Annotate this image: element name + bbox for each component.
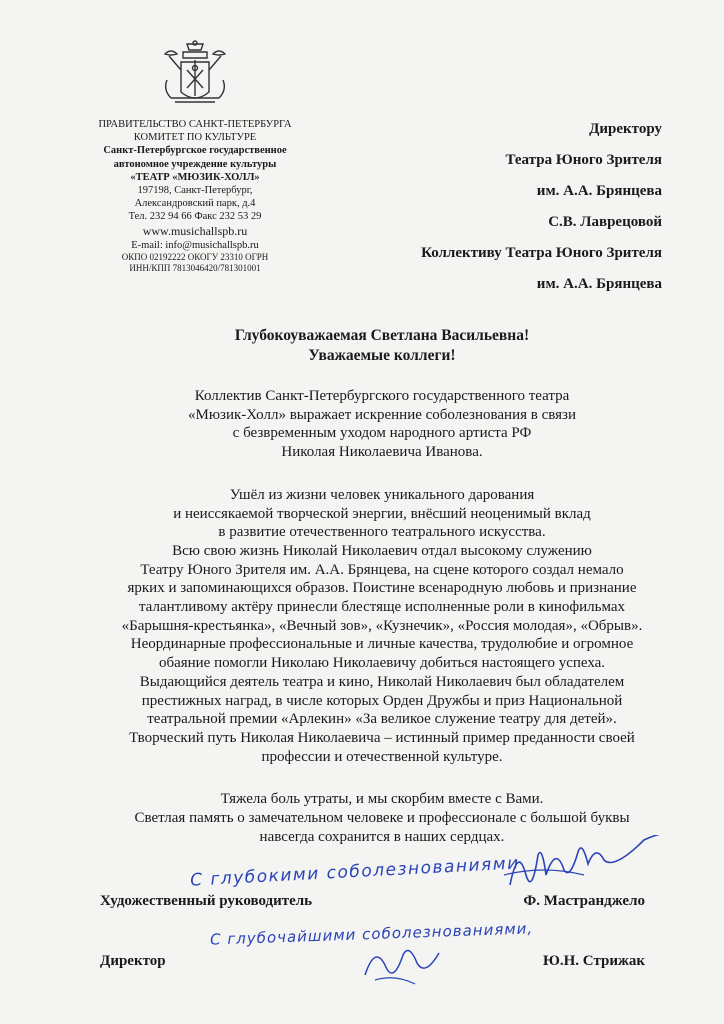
body-line: в развитие отечественного театрального искусства.: [218, 524, 546, 541]
body-line: навсегда сохранится в наших сердцах.: [259, 828, 505, 845]
letterhead-postal: 197198, Санкт-Петербург,: [137, 185, 253, 197]
body-line: Ушёл из жизни человек уникального дарования: [229, 486, 535, 503]
addressee-line: им. А.А. Брянцева: [536, 276, 662, 292]
letterhead-committee: КОМИТЕТ ПО КУЛЬТУРЕ: [133, 132, 257, 144]
coat-of-arms-icon: [157, 40, 233, 116]
body-line: Светлая память о замечательном человеке и профессионале с большой буквы: [134, 810, 630, 827]
signatory-title: Художественный руководитель: [100, 893, 313, 909]
paragraph-condolence: [60, 387, 704, 462]
addressee-line: С.В. Лаврецовой: [548, 214, 662, 230]
addressee-line: им. А.А. Брянцева: [536, 183, 662, 199]
addressee-block: [322, 114, 662, 300]
letterhead-website: www.musichallspb.ru: [142, 223, 248, 238]
body-line: «Барышня-крестьянка», «Вечный зов», «Кузнечик», «Россия молодая», «Обрыв».: [121, 617, 643, 634]
salutation-line: Уважаемые коллеги!: [308, 347, 456, 364]
body-line: престижных наград, в числе которых Орден Дружбы и приз Национальной: [141, 692, 623, 709]
body-line: Всю свою жизнь Николай Николаевич отдал высокому служению: [172, 542, 592, 559]
letterhead-codes1: ОКПО 02192222 ОКОГУ 23310 ОГРН: [121, 251, 269, 262]
signatory-name: Ф. Мастранджело: [523, 893, 645, 909]
signatory-title: Директор: [100, 953, 166, 969]
body-line: обаяние помогли Николаю Николаевичу добиться настоящего успеха.: [158, 655, 606, 672]
letterhead-address: Александровский парк, д.4: [134, 198, 256, 210]
letterhead: [60, 118, 330, 274]
handwritten-note-artistic-director: С глубокими соболезнованиями: [189, 853, 521, 891]
letterhead-theatre-name: «ТЕАТР «МЮЗИК-ХОЛЛ»: [130, 171, 260, 183]
paragraph-tribute: [60, 486, 704, 767]
body-line: Неординарные профессиональные и личные качества, трудолюбие и огромное: [130, 636, 634, 653]
addressee-line: Директору: [589, 121, 662, 137]
letterhead-codes2: ИНН/КПП 7813046420/781301001: [129, 262, 261, 273]
salutation: [0, 326, 724, 366]
letterhead-phone: Тел. 232 94 66 Факс 232 53 29: [128, 211, 262, 223]
body-line: Театру Юного Зрителя им. А.А. Брянцева, на сцене которого создал немало: [140, 561, 624, 578]
body-line: Коллектив Санкт-Петербургского государственного театра: [194, 388, 570, 404]
body-line: профессии и отечественной культуре.: [261, 748, 503, 765]
signature-row-artistic-director: [100, 893, 645, 910]
body-line: Выдающийся деятель театра и кино, Николай Николаевич был обладателем: [139, 673, 625, 690]
salutation-line: Глубокоуважаемая Светлана Васильевна!: [234, 327, 530, 344]
signatory-name: Ю.Н. Стрижак: [543, 953, 645, 969]
signature-row-director: [100, 953, 645, 970]
handwritten-note-director: С глубочайшими соболезнованиями,: [209, 919, 534, 949]
letterhead-org-line1: Санкт-Петербургское государственное: [103, 145, 287, 157]
letter-body: [60, 387, 704, 846]
addressee-line: Коллективу Театра Юного Зрителя: [421, 245, 662, 261]
letterhead-org-line2: автономное учреждение культуры: [113, 158, 277, 170]
body-line: Николая Николаевича Иванова.: [281, 444, 483, 461]
body-line: «Мюзик-Холл» выражает искренние соболезнования в связи: [188, 406, 576, 423]
letterhead-government: ПРАВИТЕЛЬСТВО САНКТ-ПЕТЕРБУРГА: [98, 119, 292, 130]
body-line: Тяжела боль утраты, и мы скорбим вместе с Вами.: [220, 791, 544, 808]
body-line: талантливому актёру принесли блестяще исполненные роли в кинофильмах: [138, 599, 626, 616]
letterhead-email: E-mail: info@musichallspb.ru: [131, 239, 259, 251]
body-line: и неиссякаемой творческой энергии, внёсший неоценимый вклад: [173, 505, 591, 522]
body-line: театральной премии «Арлекин» «За великое служение театру для детей».: [147, 711, 617, 728]
addressee-line: Театра Юного Зрителя: [505, 152, 662, 168]
body-line: ярких и запоминающихся образов. Поистине всенародную любовь и признание: [127, 580, 637, 597]
body-line: с безвременным уходом народного артиста РФ: [232, 425, 532, 442]
body-line: Творческий путь Николая Николаевича – истинный пример преданности своей: [129, 729, 635, 746]
